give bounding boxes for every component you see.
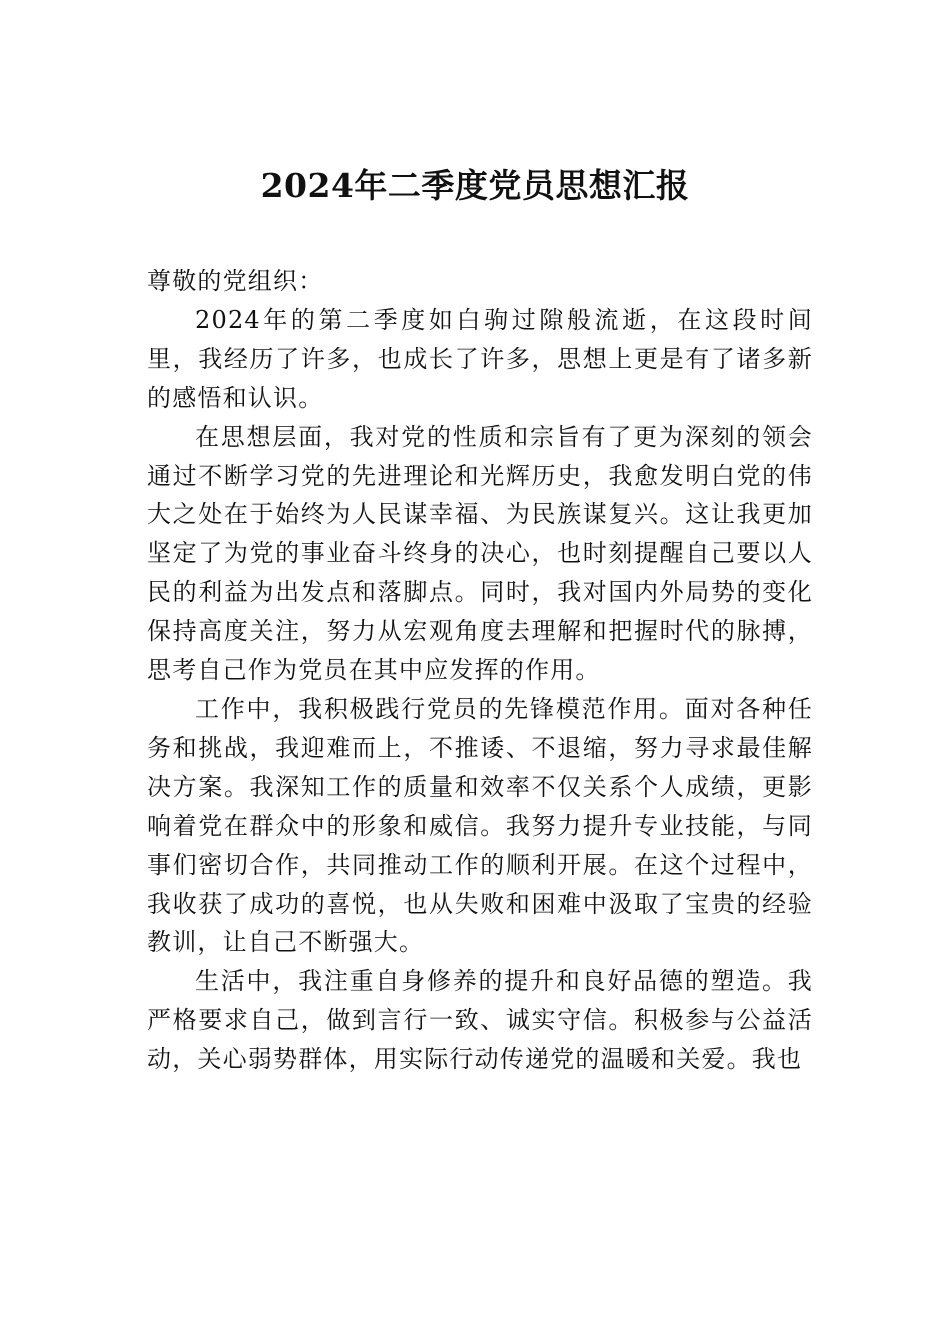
paragraph-intro: 2024年的第二季度如白驹过隙般流逝，在这段时间里，我经历了许多，也成长了许多，思想上更是有了诸多新的感悟和认识。	[147, 305, 813, 412]
document-body	[147, 262, 813, 1079]
salutation: 尊敬的党组织：	[147, 267, 324, 295]
paragraph-thought: 在思想层面，我对党的性质和宗旨有了更为深刻的领会通过不断学习党的先进理论和光辉历史，我愈发明白党的伟大之处在于始终为人民谋幸福、为民族谋复兴。这让我更加坚定了为党的事业奋斗终身的决心，也时刻提醒自己要以人民的利益为出发点和落脚点。同时，我对国内外局势的变化保持高度关注，努力从宏观角度去理解和把握时代的脉搏，思考自己作为党员在其中应发挥的作用。	[147, 422, 813, 685]
paragraph-life: 生活中，我注重自身修养的提升和良好品德的塑造。我严格要求自己，做到言行一致、诚实守信。积极参与公益活动，关心弱势群体，用实际行动传递党的温暖和关爱。我也	[147, 967, 813, 1074]
document-title: 2024年二季度党员思想汇报	[260, 166, 690, 205]
paragraph-work: 工作中，我积极践行党员的先锋模范作用。面对各种任务和挑战，我迎难而上，不推诿、不退缩，努力寻求最佳解决方案。我深知工作的质量和效率不仅关系个人成绩，更影响着党在群众中的形象和威信。我努力提升专业技能，与同事们密切合作，共同推动工作的顺利开展。在这个过程中，我收获了成功的喜悦，也从失败和困难中汲取了宝贵的经验教训，让自己不断强大。	[147, 694, 813, 957]
